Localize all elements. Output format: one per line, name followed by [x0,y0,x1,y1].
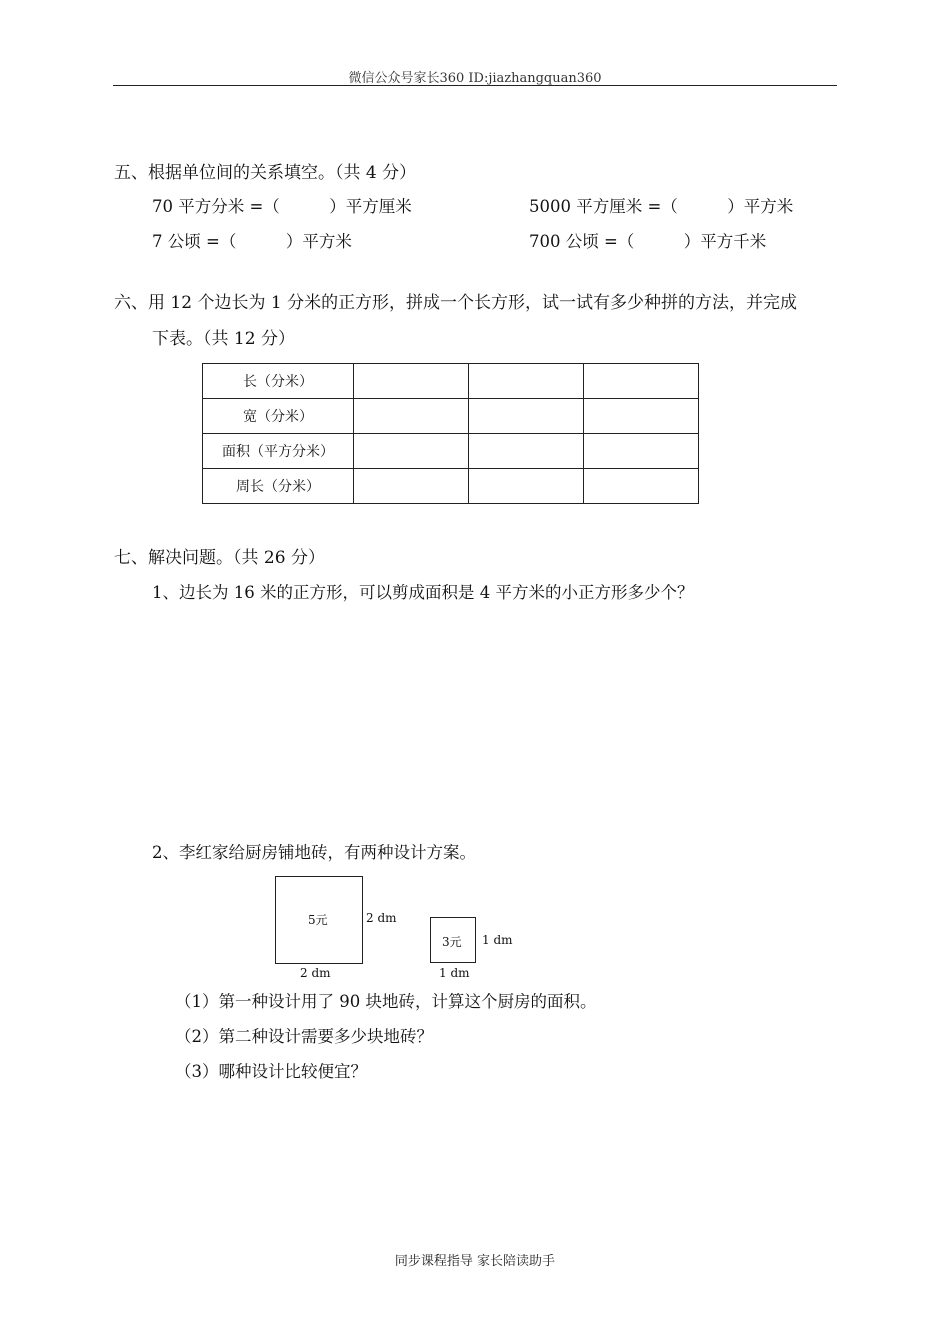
tile-2dm-side-label: 2 dm [366,911,397,925]
question-1: 1、边长为 16 米的正方形，可以剪成面积是 4 平方米的小正方形多少个？ [152,583,694,602]
section-5-item-4: 700 公顷 =（ ）平方千米 [529,232,767,251]
question-2: 2、李红家给厨房铺地砖，有两种设计方案。 [152,843,476,862]
tile-1dm-bottom-label: 1 dm [439,966,470,980]
table-cell [584,434,699,469]
tile-2dm-bottom-label: 2 dm [300,966,331,980]
header-divider [113,85,837,86]
tile-2dm-price: 5元 [308,913,328,927]
table-row [203,364,699,399]
section-5-item-2: 5000 平方厘米 =（ ）平方米 [529,197,794,216]
sub-question-3: （3）哪种设计比较便宜？ [175,1062,367,1081]
sub-question-2: （2）第二种设计需要多少块地砖？ [175,1027,433,1046]
section-5-item-1: 70 平方分米 =（ ）平方厘米 [152,197,412,216]
table-cell [584,399,699,434]
section-5-item-3: 7 公顷 =（ ）平方米 [152,232,352,251]
section-5-title: 五、根据单位间的关系填空。（共 4 分） [114,163,417,183]
table-cell [584,469,699,504]
table-row [203,469,699,504]
table-cell [469,399,584,434]
table-cell [354,469,469,504]
tile-1dm-side-label: 1 dm [482,933,513,947]
row-header-width: 宽（分米） [203,399,354,434]
table-cell [469,434,584,469]
table-row [203,399,699,434]
row-header-perimeter: 周长（分米） [203,469,354,504]
table-cell [584,364,699,399]
table-cell [354,434,469,469]
table-cell [469,469,584,504]
table-row [203,434,699,469]
sub-question-1: （1）第一种设计用了 90 块地砖，计算这个厨房的面积。 [175,992,597,1011]
tile-1dm-price: 3元 [442,935,462,949]
table-cell [354,364,469,399]
row-header-area: 面积（平方分米） [203,434,354,469]
section-7-title: 七、解决问题。（共 26 分） [114,548,325,568]
page-footer: 同步课程指导 家长陪读助手 [394,1254,556,1269]
table-cell [469,364,584,399]
section-6-line-1: 六、用 12 个边长为 1 分米的正方形，拼成一个长方形，试一试有多少种拼的方法，并完成 [114,293,798,313]
table-cell [354,399,469,434]
rectangle-table [202,363,699,504]
row-header-length: 长（分米） [203,364,354,399]
page-header: 微信公众号家长360 ID:jiazhangquan360 [348,71,602,86]
section-6-line-2: 下表。（共 12 分） [152,329,295,349]
